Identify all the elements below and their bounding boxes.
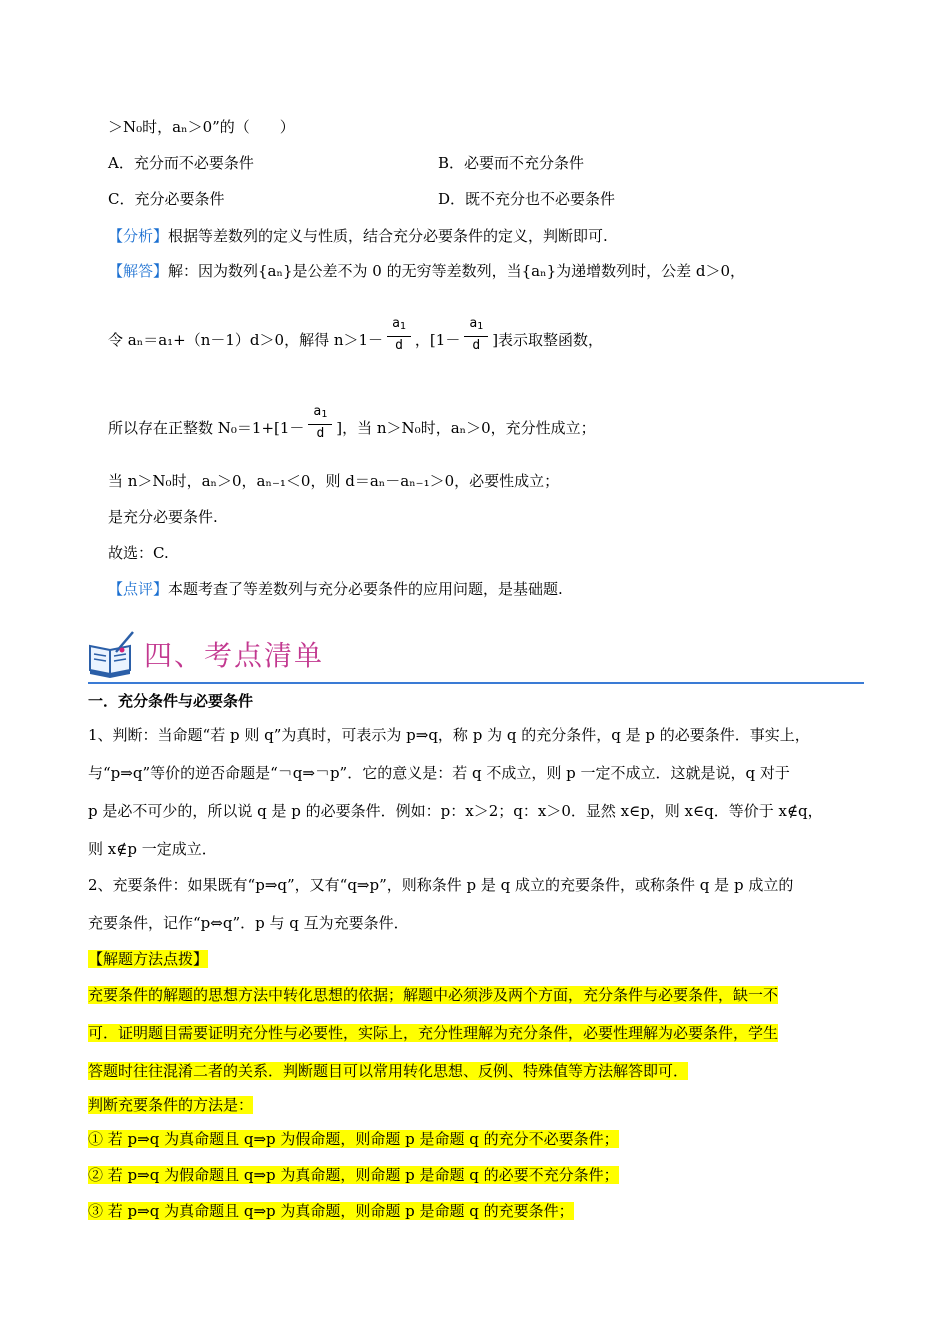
solution-step-4: 是充分必要条件.: [108, 508, 218, 526]
method-title: 【解题方法点拨】: [88, 950, 209, 968]
question-tail: ＞N₀时，aₙ＞0”的（ ）: [108, 118, 295, 136]
section-rule: [88, 682, 864, 684]
method-item1: ① 若 p⇒q 为真命题且 q⇒p 为假命题，则命题 p 是命题 q 的充分不必要条件；: [88, 1130, 619, 1148]
frac-num-sub: 1: [477, 321, 484, 332]
frac-den: d: [472, 338, 481, 353]
method-line1: 充要条件的解题的思想方法中转化思想的依据；解题中必须涉及两个方面，充分条件与必要条件，缺一不: [88, 986, 779, 1004]
frac-num-sub: 1: [321, 409, 328, 420]
step1-post: ]表示取整函数，: [492, 331, 604, 349]
method-line3: 答题时往往混淆二者的关系．判断题目可以常用转化思想、反例、特殊值等方法解答即可．: [88, 1062, 689, 1080]
solution-step-3: 当 n＞N₀时，aₙ＞0，aₙ₋₁＜0，则 d＝aₙ－aₙ₋₁＞0，必要性成立；: [108, 472, 560, 490]
option-b: B．必要而不充分条件: [438, 154, 585, 172]
comment-line: [108, 578, 563, 600]
step1-pre: 令 aₙ＝a₁+（n－1）d＞0，解得 n＞1－: [108, 331, 384, 349]
analysis-tag: 【分析】: [108, 227, 169, 245]
method-item2: ② 若 p⇒q 为假命题且 q⇒p 为真命题，则命题 p 是命题 q 的必要不充分条件；: [88, 1166, 619, 1184]
solution-answer: 故选：C.: [108, 544, 169, 562]
analysis-line: [108, 225, 608, 247]
analysis-text: 根据等差数列的定义与性质，结合充分必要条件的定义，判断即可.: [168, 227, 608, 245]
para1-line1: 1、判断：当命题“若 p 则 q”为真时，可表示为 p⇒q，称 p 为 q 的充分条件，q 是 p 的必要条件．事实上，: [88, 726, 810, 744]
comment-tag: 【点评】: [108, 580, 169, 598]
method-item3: ③ 若 p⇒q 为真命题且 q⇒p 为真命题，则命题 p 是命题 q 的充要条件；: [88, 1202, 574, 1220]
option-d: D．既不充分也不必要条件: [438, 190, 616, 208]
step1-mid: ，[1－: [414, 331, 461, 349]
frac-num: a: [392, 316, 400, 331]
book-icon: [86, 628, 138, 680]
solution-step-1: [108, 310, 603, 370]
section-title: 四、考点清单: [144, 639, 325, 672]
frac-num: a: [313, 404, 322, 419]
step2-pre: 所以存在正整数 N₀＝1+[1－: [108, 419, 305, 437]
solution-tag: 【解答】: [108, 262, 169, 280]
frac-num: a: [469, 316, 478, 331]
solution-step-2: [108, 398, 596, 458]
frac-num-sub: 1: [399, 321, 406, 332]
comment-text: 本题考查了等差数列与充分必要条件的应用问题，是基础题.: [168, 580, 563, 598]
para1-line2: 与“p⇒q”等价的逆否命题是“￢q⇒￢p”．它的意义是：若 q 不成立，则 p 一定不成立．这就是说，q 对于: [88, 764, 790, 782]
fraction-a1-over-d: [387, 315, 411, 355]
step2-post: ]，当 n＞N₀时，aₙ＞0，充分性成立；: [336, 419, 596, 437]
frac-den: d: [316, 426, 325, 441]
para2-line2: 充要条件，记作“p⇔q”．p 与 q 互为充要条件．: [88, 914, 409, 932]
solution-line: [108, 260, 745, 282]
method-line2: 可．证明题目需要证明充分性与必要性，实际上，充分性理解为充分条件，必要性理解为必要条件，学生: [88, 1024, 779, 1042]
solution-text: 解：因为数列{aₙ}是公差不为 0 的无穷等差数列，当{aₙ}为递增数列时，公差 d＞0，: [168, 262, 746, 280]
frac-den: d: [395, 338, 403, 353]
subsection-title: 一．充分条件与必要条件: [88, 692, 254, 710]
para1-line3: p 是必不可少的，所以说 q 是 p 的必要条件．例如：p：x＞2；q：x＞0．显然 x∈p，则 x∈q．等价于 x∉q，: [88, 802, 823, 820]
fraction-a1-over-d: [464, 315, 488, 355]
para2-line1: 2、充要条件：如果既有“p⇒q”，又有“q⇒p”，则称条件 p 是 q 成立的充要条件，或称条件 q 是 p 成立的: [88, 876, 794, 894]
method-line4: 判断充要条件的方法是：: [88, 1096, 254, 1114]
option-c: C．充分必要条件: [108, 190, 225, 208]
para1-line4: 则 x∉p 一定成立．: [88, 840, 217, 858]
fraction-a1-over-d: [308, 403, 332, 443]
option-a: A．充分而不必要条件: [108, 154, 254, 172]
